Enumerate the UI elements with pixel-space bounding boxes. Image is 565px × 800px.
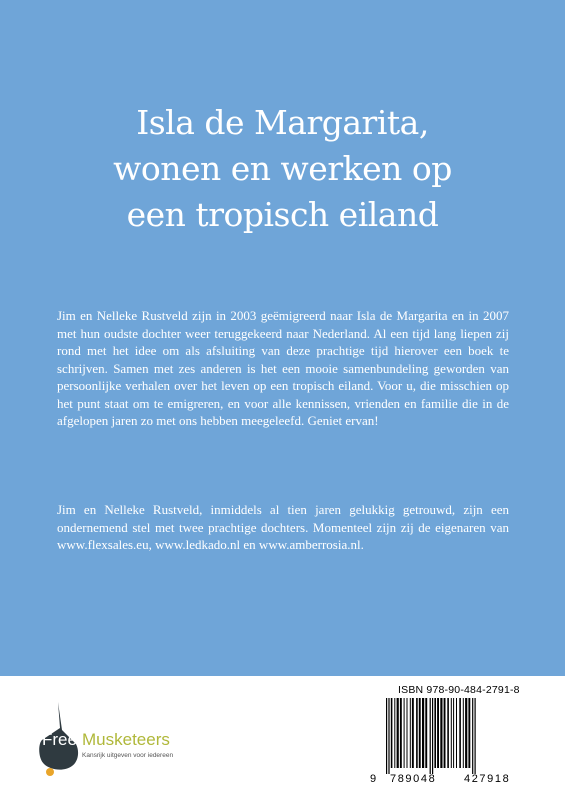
barcode-bar <box>459 698 461 768</box>
barcode-bars <box>382 698 538 774</box>
publisher-name-free: Free <box>42 730 77 749</box>
blurb-paragraph-1: Jim en Nelleke Rustveld zijn in 2003 geëmigreerd naar Isla de Margarita en in 2007 met hun oudste dochter weer teruggekeerd naar Nederland. Al een tijd lang liepen zij rond met het idee om als afsluiting van deze prachtige tijd hierover een boek te schrijven. Samen met zes anderen is het een mooie samenbundeling geworden van persoonlijke verhalen over het leven op een tropisch eiland. Voor u, die misschien op het punt staat om te emigreren, en voor alle kennissen, vrienden en familie die in de afgelopen jaren zo met ons hebben meegeleefd. Geniet ervan! <box>57 308 509 428</box>
barcode-bar <box>475 698 476 774</box>
cover-title <box>0 100 565 238</box>
barcode-bar <box>456 698 457 768</box>
barcode-bar <box>437 698 439 768</box>
barcode-bar <box>453 698 454 768</box>
barcode-bar <box>404 698 405 768</box>
barcode-bar <box>400 698 402 768</box>
barcode-bar <box>407 698 408 768</box>
barcode-bar <box>422 698 424 768</box>
barcode-bar <box>410 698 411 768</box>
barcode-bar <box>440 698 442 768</box>
barcode-bar <box>397 698 399 768</box>
barcode-bar <box>416 698 418 768</box>
title-line-3: een tropisch eiland <box>126 195 439 234</box>
barcode-bar <box>472 698 473 774</box>
ean-right-group: 427918 <box>464 773 511 785</box>
barcode-bar <box>468 698 470 768</box>
barcode-bar <box>386 698 387 774</box>
barcode-bar <box>451 698 452 768</box>
barcode-bar <box>394 698 395 768</box>
publisher-logo <box>36 700 236 780</box>
barcode-bar <box>447 698 449 768</box>
barcode-bar <box>412 698 414 768</box>
isbn-barcode <box>368 684 541 787</box>
publisher-tagline: Kansrijk uitgeven voor iedereen <box>82 752 174 759</box>
barcode-bar <box>432 698 433 774</box>
title-line-2: wonen en werken op <box>113 149 452 188</box>
barcode-bar <box>463 698 464 768</box>
barcode-bar <box>465 698 467 768</box>
barcode-bar <box>430 698 431 774</box>
barcode-bar <box>434 698 436 768</box>
publisher-name-musketeers: Musketeers <box>82 730 170 749</box>
isbn-text: ISBN 978-90-484-2791-8 <box>398 684 520 696</box>
blurb-paragraph-2: Jim en Nelleke Rustveld, inmiddels al tien jaren gelukkig getrouwd, zijn een ondernemend stel met twee prachtige dochters. Momenteel zijn zij de eigenaren van www.flexsales.eu, www.ledkado.nl en www.amberrosia.nl. <box>57 502 509 552</box>
barcode-bar <box>391 698 393 768</box>
barcode-bar <box>444 698 446 768</box>
barcode-bar <box>425 698 427 768</box>
barcode-bar <box>388 698 389 774</box>
ean-left-group: 789048 <box>390 773 437 785</box>
title-line-1: Isla de Margarita, <box>136 103 429 142</box>
barcode-bar <box>419 698 421 768</box>
ean-first-digit: 9 <box>370 773 378 785</box>
